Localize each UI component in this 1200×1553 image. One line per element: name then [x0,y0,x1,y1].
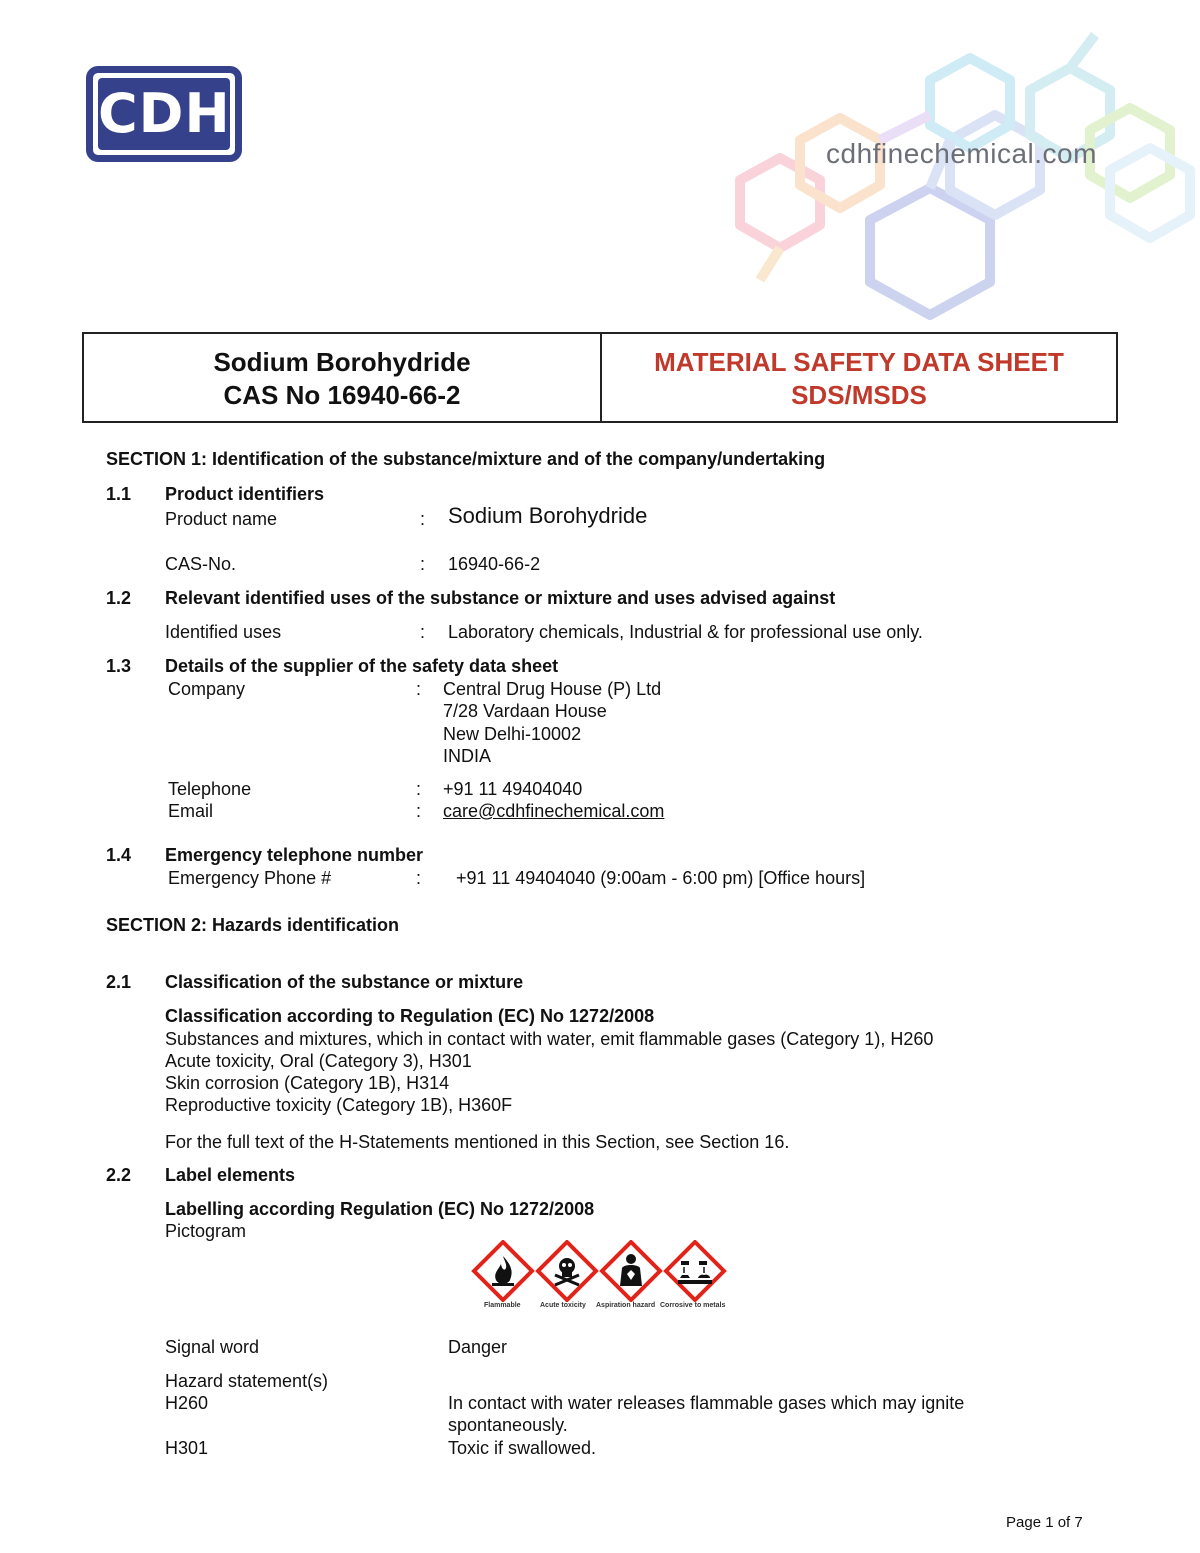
pictogram-caption: Acute toxicity [540,1302,586,1309]
title-cas: CAS No 16940-66-2 [223,380,461,410]
skull-crossbones-icon [538,1242,596,1300]
company-line: INDIA [443,746,492,766]
pictogram-label: Pictogram [165,1221,247,1241]
uses-colon: : [420,622,426,642]
h-statements-note: For the full text of the H-Statements mentioned in this Section, see Section 16. [165,1132,790,1152]
company-line: New Delhi-10002 [443,724,582,744]
product-name-label: Product name [165,509,278,529]
telephone-value: +91 11 49404040 [443,779,583,799]
website-url: cdhfinechemical.com [826,138,1097,169]
emergency-phone-colon: : [416,868,422,888]
company-line: Central Drug House (P) Ltd [443,679,662,699]
section2-heading: SECTION 2: Hazards identification [106,915,400,935]
h260-text: In contact with water releases flammable gases which may ignite [448,1393,965,1413]
s1-1-title: Product identifiers [165,484,325,504]
telephone-colon: : [416,779,422,799]
telephone-label: Telephone [168,779,252,799]
s2-2-number: 2.2 [106,1165,132,1185]
email-label: Email [168,801,214,821]
hexagon-pink [740,158,820,248]
email-link[interactable]: care@cdhfinechemical.com [443,801,665,821]
classification-line: Substances and mixtures, which in contact with water, emit flammable gases (Category 1), H260 [165,1029,934,1049]
corrosion-icon [666,1242,724,1300]
cas-value: 16940-66-2 [448,554,541,574]
ghs-pictograms [470,1240,740,1316]
signal-word-label: Signal word [165,1337,260,1357]
health-hazard-icon [602,1242,660,1300]
s2-1-number: 2.1 [106,972,132,992]
section1-heading: SECTION 1: Identification of the substance/mixture and of the company/undertaking [106,449,826,469]
company-label: Company [168,679,246,699]
cas-colon: : [420,554,426,574]
page-number: Page 1 of 7 [1006,1514,1083,1531]
uses-label: Identified uses [165,622,282,642]
s2-1-title: Classification of the substance or mixture [165,972,524,992]
title-right [602,346,1116,412]
s2-2-title: Label elements [165,1165,296,1185]
s1-2-title: Relevant identified uses of the substance or mixture and uses advised against [165,588,836,608]
product-name-value: Sodium Borohydride [448,503,648,528]
h301-text: Toxic if swallowed. [448,1438,597,1458]
ghs-pictogram-row [470,1240,740,1302]
classification-line: Skin corrosion (Category 1B), H314 [165,1073,450,1093]
s2-1-subtitle: Classification according to Regulation (EC) No 1272/2008 [165,1006,655,1026]
emergency-phone-value: +91 11 49404040 (9:00am - 6:00 pm) [Office hours] [456,868,866,888]
company-line: 7/28 Vardaan House [443,701,607,721]
product-name-colon: : [420,509,426,529]
h260-code: H260 [165,1393,209,1413]
s1-4-number: 1.4 [106,845,132,865]
h260-text-cont: spontaneously. [448,1415,568,1435]
company-colon: : [416,679,422,699]
s1-3-title: Details of the supplier of the safety data sheet [165,656,559,676]
s1-3-number: 1.3 [106,656,132,676]
classification-line: Reproductive toxicity (Category 1B), H360F [165,1095,513,1115]
title-box [82,332,1118,423]
emergency-phone-label: Emergency Phone # [168,868,332,888]
flame-icon [474,1242,532,1300]
classification-line: Acute toxicity, Oral (Category 3), H301 [165,1051,472,1071]
logo-text: CDH [98,78,230,150]
s1-4-title: Emergency telephone number [165,845,424,865]
email-colon: : [416,801,422,821]
pictogram-caption: Flammable [484,1302,521,1309]
h301-code: H301 [165,1438,209,1458]
cdh-logo [86,66,242,162]
title-left [84,346,600,412]
cas-label: CAS-No. [165,554,237,574]
pictogram-caption: Corrosive to metals [660,1302,726,1309]
title-product: Sodium Borohydride [213,347,471,377]
molecule-graphic [700,20,1200,330]
uses-value: Laboratory chemicals, Industrial & for professional use only. [448,622,923,642]
hazard-statements-label: Hazard statement(s) [165,1371,329,1391]
s1-2-number: 1.2 [106,588,132,608]
title-doc-sub: SDS/MSDS [791,380,927,410]
pictogram-caption: Aspiration hazard [596,1302,656,1309]
s1-1-number: 1.1 [106,484,132,504]
signal-word-value: Danger [448,1337,508,1357]
s2-2-subtitle: Labelling according Regulation (EC) No 1272/2008 [165,1199,595,1219]
title-doc: MATERIAL SAFETY DATA SHEET [654,347,1064,377]
